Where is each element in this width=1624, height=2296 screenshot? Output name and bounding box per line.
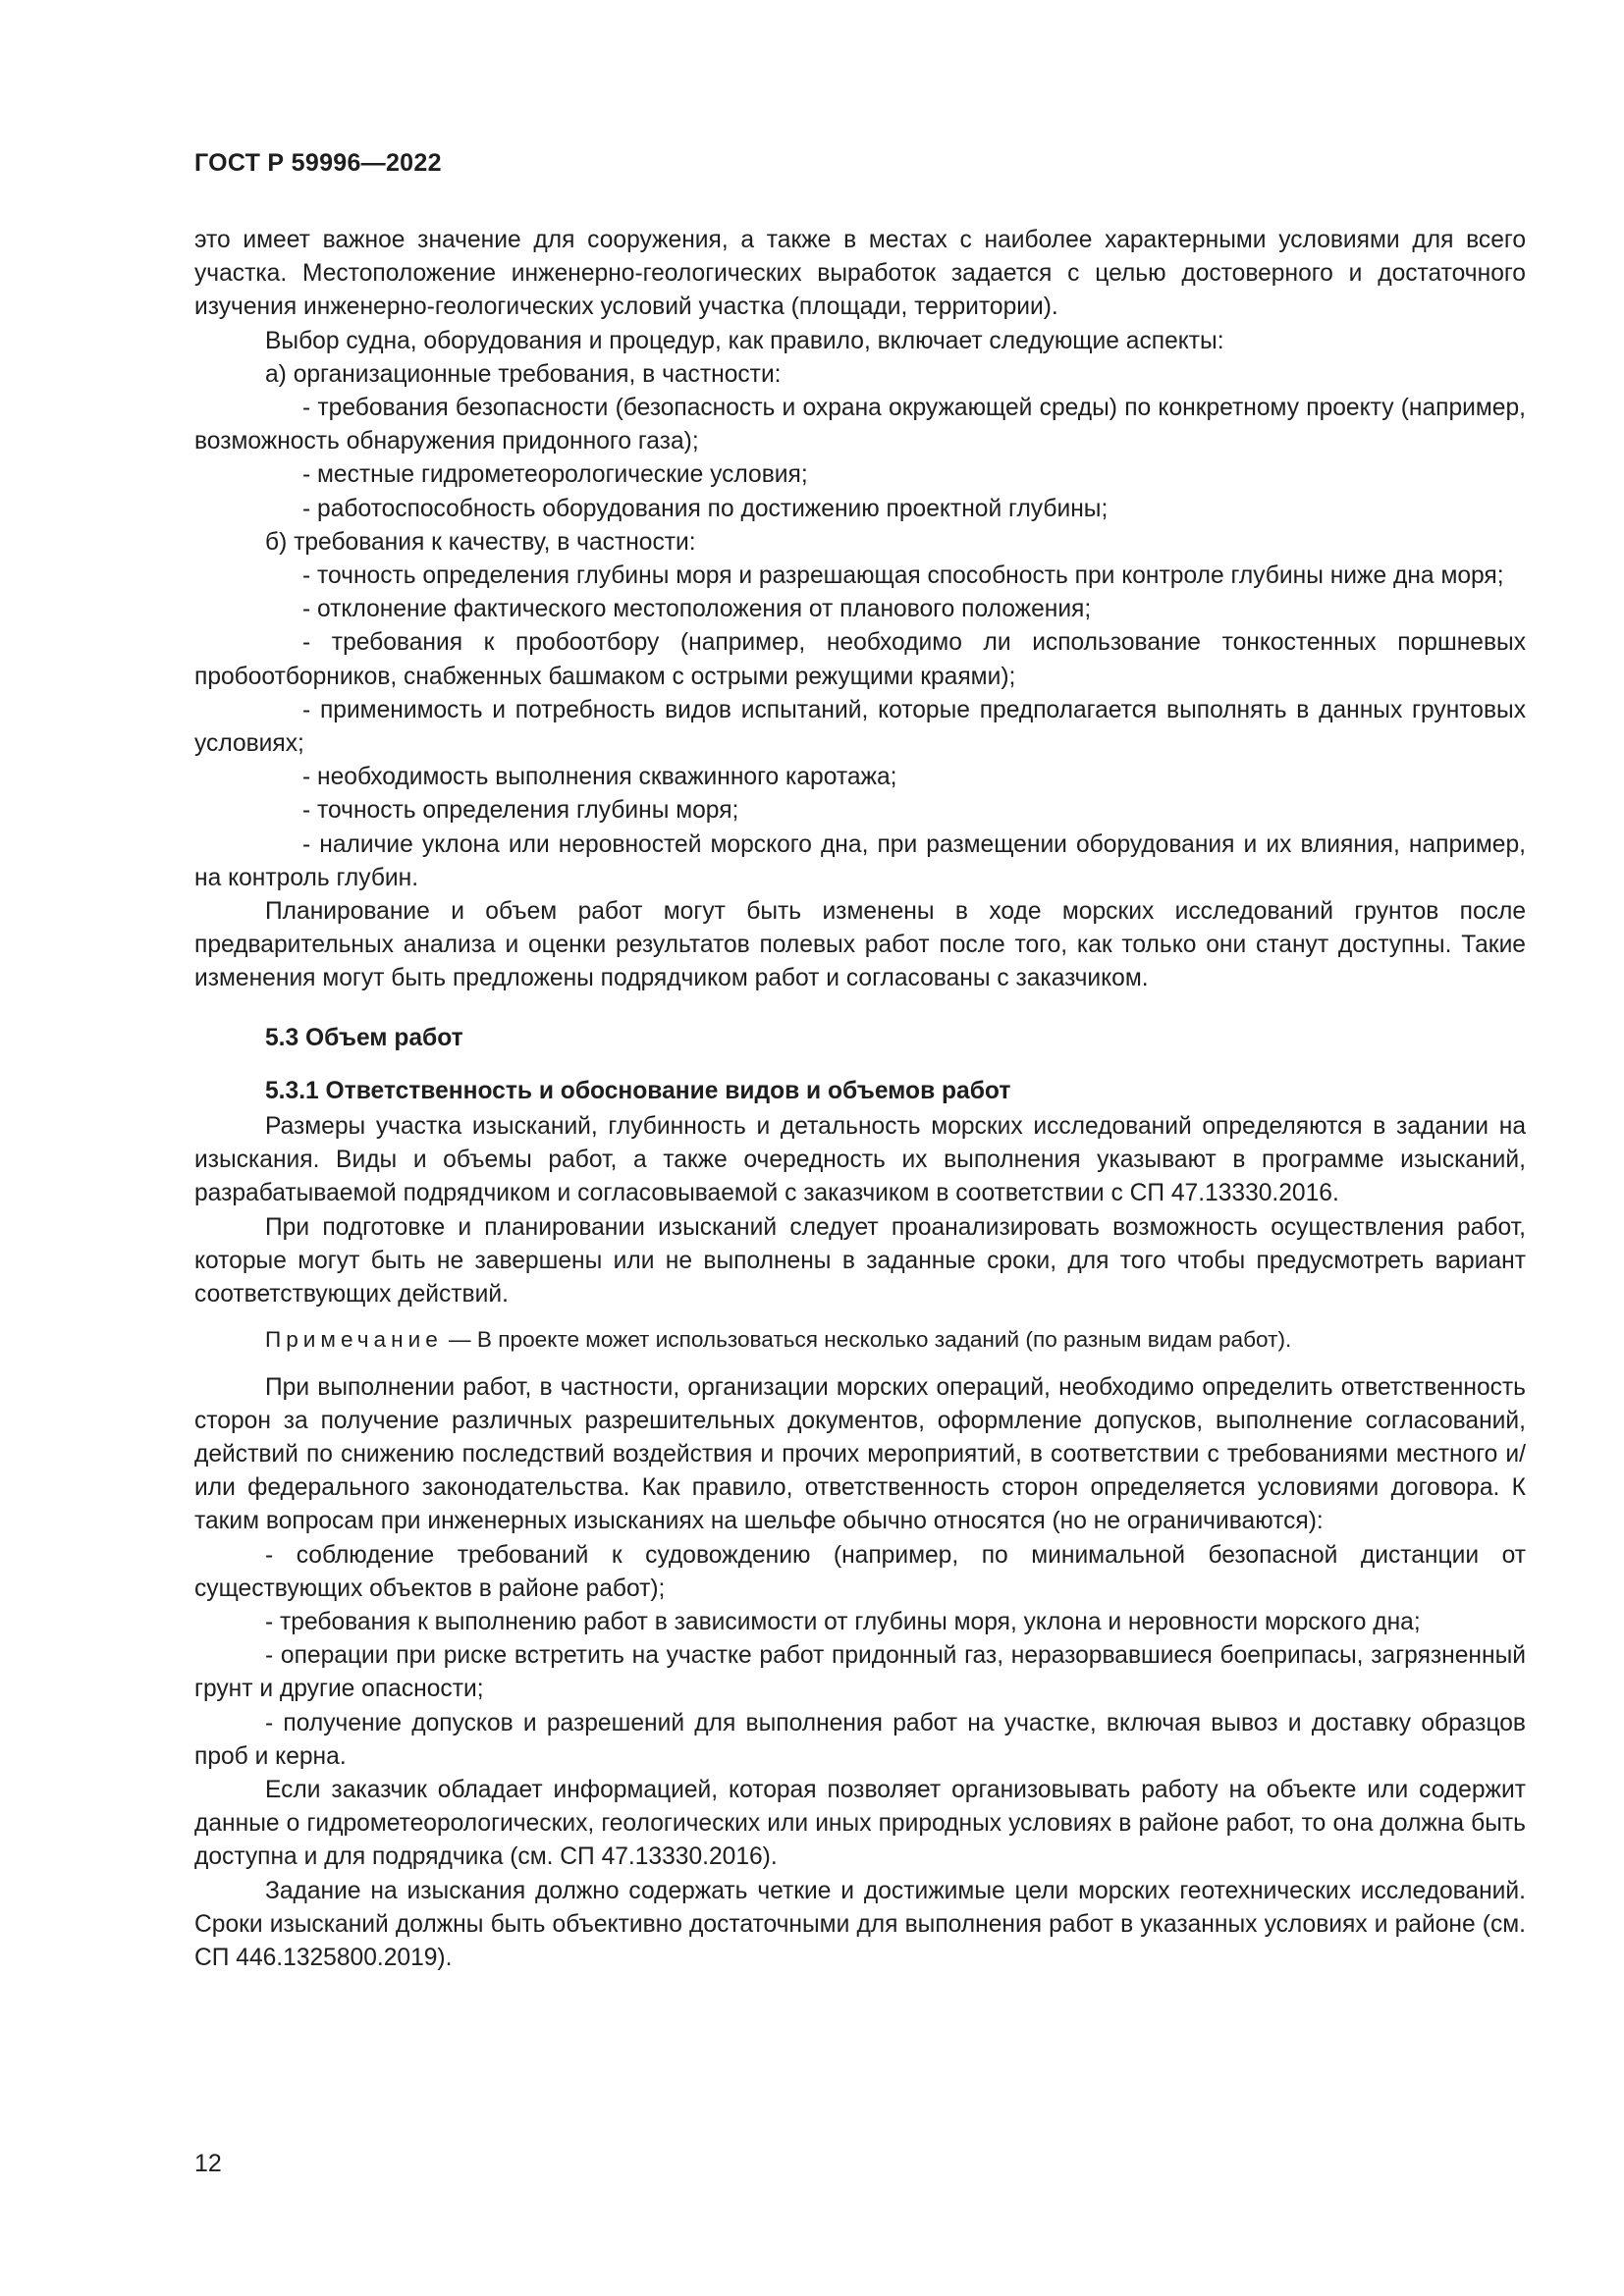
- note: [194, 1323, 1526, 1357]
- paragraph: Размеры участка изысканий, глубинность и детальность морских исследований определяются в задании на изыскания. Виды и объемы работ, а также очередность их выполнения указывают в программе изысканий, разрабатываемой подрядчиком и согласовываемой с заказчиком в соответствии с СП 47.13330.2016.: [194, 1113, 1526, 1207]
- list-item: б) требования к качеству, в частности:: [265, 528, 696, 556]
- list-item: - наличие уклона или неровностей морского дна, при размещении оборудования и их влияния, например, на контроль глубин.: [194, 830, 1526, 891]
- list-item: - точность определения глубины моря и разрешающая способность при контроле глубины ниже дна моря;: [302, 562, 1504, 590]
- subsection-heading: 5.3.1 Ответственность и обоснование видов и объемов работ: [265, 1077, 1011, 1104]
- list-item: - требования к выполнению работ в зависимости от глубины моря, уклона и неровности морского дна;: [265, 1608, 1421, 1635]
- list-item: - работоспособность оборудования по достижению проектной глубины;: [302, 495, 1109, 522]
- note-text: — В проекте может использоваться несколько заданий (по разным видам работ).: [442, 1327, 1292, 1353]
- list-item: - необходимость выполнения скважинного каротажа;: [302, 764, 897, 791]
- list-item: - точность определения глубины моря;: [302, 797, 739, 825]
- note-label: Примечание: [265, 1327, 443, 1353]
- document-body: [194, 224, 1526, 1975]
- document-header: ГОСТ Р 59996—2022: [194, 149, 442, 177]
- page-number: 12: [194, 2150, 222, 2177]
- list-item: а) организационные требования, в частности:: [265, 360, 782, 388]
- list-item: - операции при риске встретить на участке работ придонный газ, неразорвавшиеся боеприпасы, загрязненный грунт и другие опасности;: [194, 1642, 1526, 1703]
- list-item: - местные гидрометеорологические условия;: [302, 461, 808, 489]
- section-heading: 5.3 Объем работ: [265, 1024, 463, 1051]
- list-item: - требования безопасности (безопасность и охрана окружающей среды) по конкретному проекту (например, возможность обнаружения придонного газа);: [194, 395, 1526, 455]
- list-item: - требования к пробоотбору (например, необходимо ли использование тонкостенных поршневых пробоотборников, снабженных башмаком с острыми режущими краями);: [194, 629, 1526, 690]
- paragraph: Выбор судна, оборудования и процедур, как правило, включает следующие аспекты:: [265, 327, 1224, 354]
- paragraph: При выполнении работ, в частности, организации морских операций, необходимо определить ответственность сторон за получение различных разрешительных документов, оформление допусков, выполнение согласований, действий по снижению последствий воздействия и прочих мероприятий, в соответствии с требованиями местного и/или федерального законодательства. Как правило, ответственность сторон определяется условиями договора. К таким вопросам при инженерных изысканиях на шельфе обычно относятся (но не ограничиваются):: [194, 1373, 1526, 1535]
- paragraph: Если заказчик обладает информацией, которая позволяет организовывать работу на объекте или содержит данные о гидрометеорологических, геологических или иных природных условиях в районе работ, то она должна быть доступна и для подрядчика (см. СП 47.13330.2016).: [194, 1776, 1526, 1871]
- paragraph: Задание на изыскания должно содержать четкие и достижимые цели морских геотехнических исследований. Сроки изысканий должны быть объективно достаточными для выполнения работ в указанных условиях и районе (см. СП 446.1325800.2019).: [194, 1877, 1526, 1971]
- paragraph: это имеет важное значение для сооружения, а также в местах с наиболее характерными условиями для всего участка. Местоположение инженерно-геологических выработок задается с целью достоверного и достаточного изучения инженерно-геологических условий участка (площади, территории).: [194, 227, 1526, 321]
- list-item: - соблюдение требований к судовождению (например, по минимальной безопасной дистанции от существующих объектов в районе работ);: [194, 1541, 1526, 1602]
- list-item: - получение допусков и разрешений для выполнения работ на участке, включая вывоз и доставку образцов проб и керна.: [194, 1709, 1526, 1770]
- paragraph: Планирование и объем работ могут быть изменены в ходе морских исследований грунтов после предварительных анализа и оценки результатов полевых работ после того, как только они станут доступны. Такие изменения могут быть предложены подрядчиком работ и согласованы с заказчиком.: [194, 898, 1526, 992]
- list-item: - отклонение фактического местоположения от планового положения;: [302, 596, 1092, 623]
- list-item: - применимость и потребность видов испытаний, которые предполагается выполнять в данных грунтовых условиях;: [194, 696, 1526, 758]
- paragraph: При подготовке и планировании изысканий следует проанализировать возможность осуществления работ, которые могут быть не завершены или не выполнены в заданные сроки, для того чтобы предусмотреть вариант соответствующих действий.: [194, 1213, 1526, 1308]
